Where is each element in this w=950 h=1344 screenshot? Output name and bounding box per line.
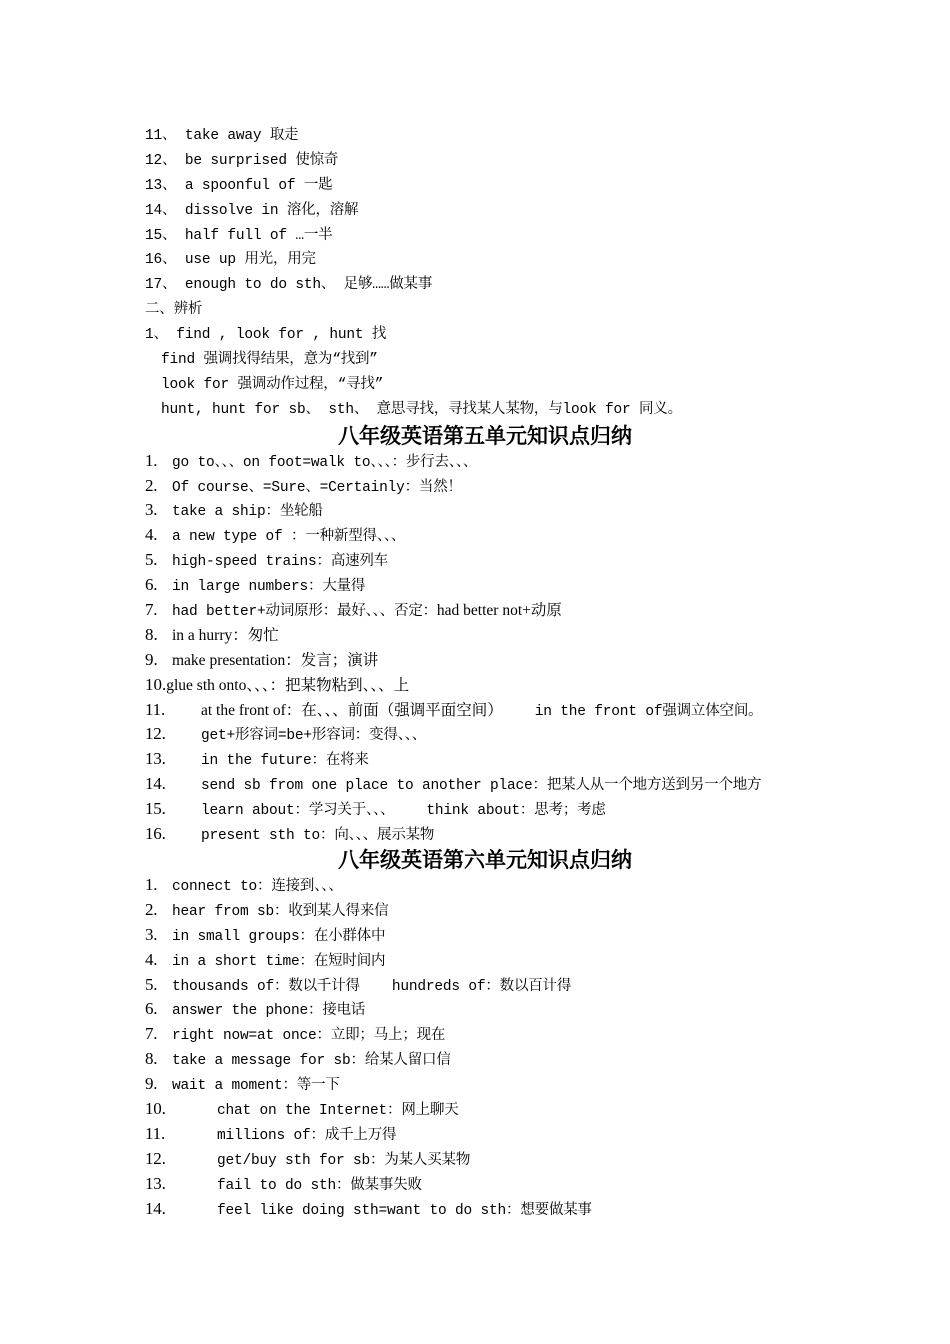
list-item: 1. go to、、、on foot=walk to、、、：步行去、、、 xyxy=(145,450,478,471)
list-item: 9. make presentation：发言；演讲 xyxy=(145,649,379,669)
list-item: 13. in the future：在将来 xyxy=(145,749,369,770)
list-item: 2. hear from sb：收到某人得来信 xyxy=(145,899,389,920)
list-item: 14. feel like doing sth=want to do sth：想要做某事 xyxy=(145,1198,592,1219)
list-item: 3. in small groups：在小群体中 xyxy=(145,924,386,945)
unit6-title: 八年级英语第六单元知识点归纳 xyxy=(338,847,632,872)
list-item: 11、 take away 取走 xyxy=(145,128,299,144)
list-item: 15、 half full of …一半 xyxy=(145,227,333,244)
list-item: 12. get/buy sth for sb：为某人买某物 xyxy=(145,1148,471,1169)
list-item: 7. right now=at once：立即；马上；现在 xyxy=(145,1024,446,1045)
list-item: 4. a new type of ：一种新型得、、、 xyxy=(145,525,406,546)
unit5-title: 八年级英语第五单元知识点归纳 xyxy=(338,423,632,448)
document-content xyxy=(145,124,845,1221)
distinguish-title: 1、 find , look for , hunt 找 xyxy=(145,327,387,344)
distinguish-line: hunt, hunt for sb、 sth、 意思寻找，寻找某人某物，与look for 同义。 xyxy=(161,401,682,418)
list-item: 5. high-speed trains：高速列车 xyxy=(145,550,389,571)
list-item: 8. in a hurry：匆忙 xyxy=(145,624,279,644)
list-item: 13、 a spoonful of 一匙 xyxy=(145,177,333,194)
list-item: 10. chat on the Internet：网上聊天 xyxy=(145,1098,459,1119)
list-item: 16. present sth to：向、、、展示某物 xyxy=(145,824,435,845)
list-item: 13. fail to do sth：做某事失败 xyxy=(145,1173,422,1194)
list-item: 15. learn about：学习关于、、、 think about：思考；考虑 xyxy=(145,799,606,820)
list-item: 1. connect to：连接到、、、 xyxy=(145,874,343,895)
list-item: 5. thousands of：数以千计得 hundreds of：数以百计得 xyxy=(145,974,572,995)
list-item: 2. Of course、=Sure、=Certainly：当然！ xyxy=(145,475,462,496)
list-item: 9. wait a moment：等一下 xyxy=(145,1074,340,1095)
distinguish-line: look for 强调动作过程，“寻找” xyxy=(161,376,384,393)
list-item: 14、 dissolve in 溶化，溶解 xyxy=(145,202,359,219)
list-item: 6. answer the phone：接电话 xyxy=(145,999,366,1020)
list-item: 17、 enough to do sth、 足够……做某事 xyxy=(145,277,433,294)
list-item: 8. take a message for sb：给某人留口信 xyxy=(145,1049,451,1070)
section-subheading: 二、辨析 xyxy=(145,302,203,319)
list-item: 4. in a short time：在短时间内 xyxy=(145,949,386,970)
list-item: 11. millions of：成千上万得 xyxy=(145,1123,397,1144)
list-item: 12. get+形容词=be+形容词：变得、、、 xyxy=(145,724,427,745)
list-item: 6. in large numbers：大量得 xyxy=(145,575,366,596)
list-item: 7. had better+动词原形：最好、、、否定：had better not+动原 xyxy=(145,600,562,621)
distinguish-line: find 强调找得结果，意为“找到” xyxy=(161,352,378,369)
list-item: 14. send sb from one place to another place：把某人从一个地方送到另一个地方 xyxy=(145,774,762,795)
list-item: 12、 be surprised 使惊奇 xyxy=(145,152,339,169)
list-item: 11. at the front of：在、、、前面（强调平面空间） in the front of强调立体空间。 xyxy=(145,699,763,720)
list-item: 3. take a ship：坐轮船 xyxy=(145,500,323,521)
list-item: 16、 use up 用光，用完 xyxy=(145,252,316,269)
list-item: 10.glue sth onto、、、：把某物粘到、、、上 xyxy=(145,674,410,694)
